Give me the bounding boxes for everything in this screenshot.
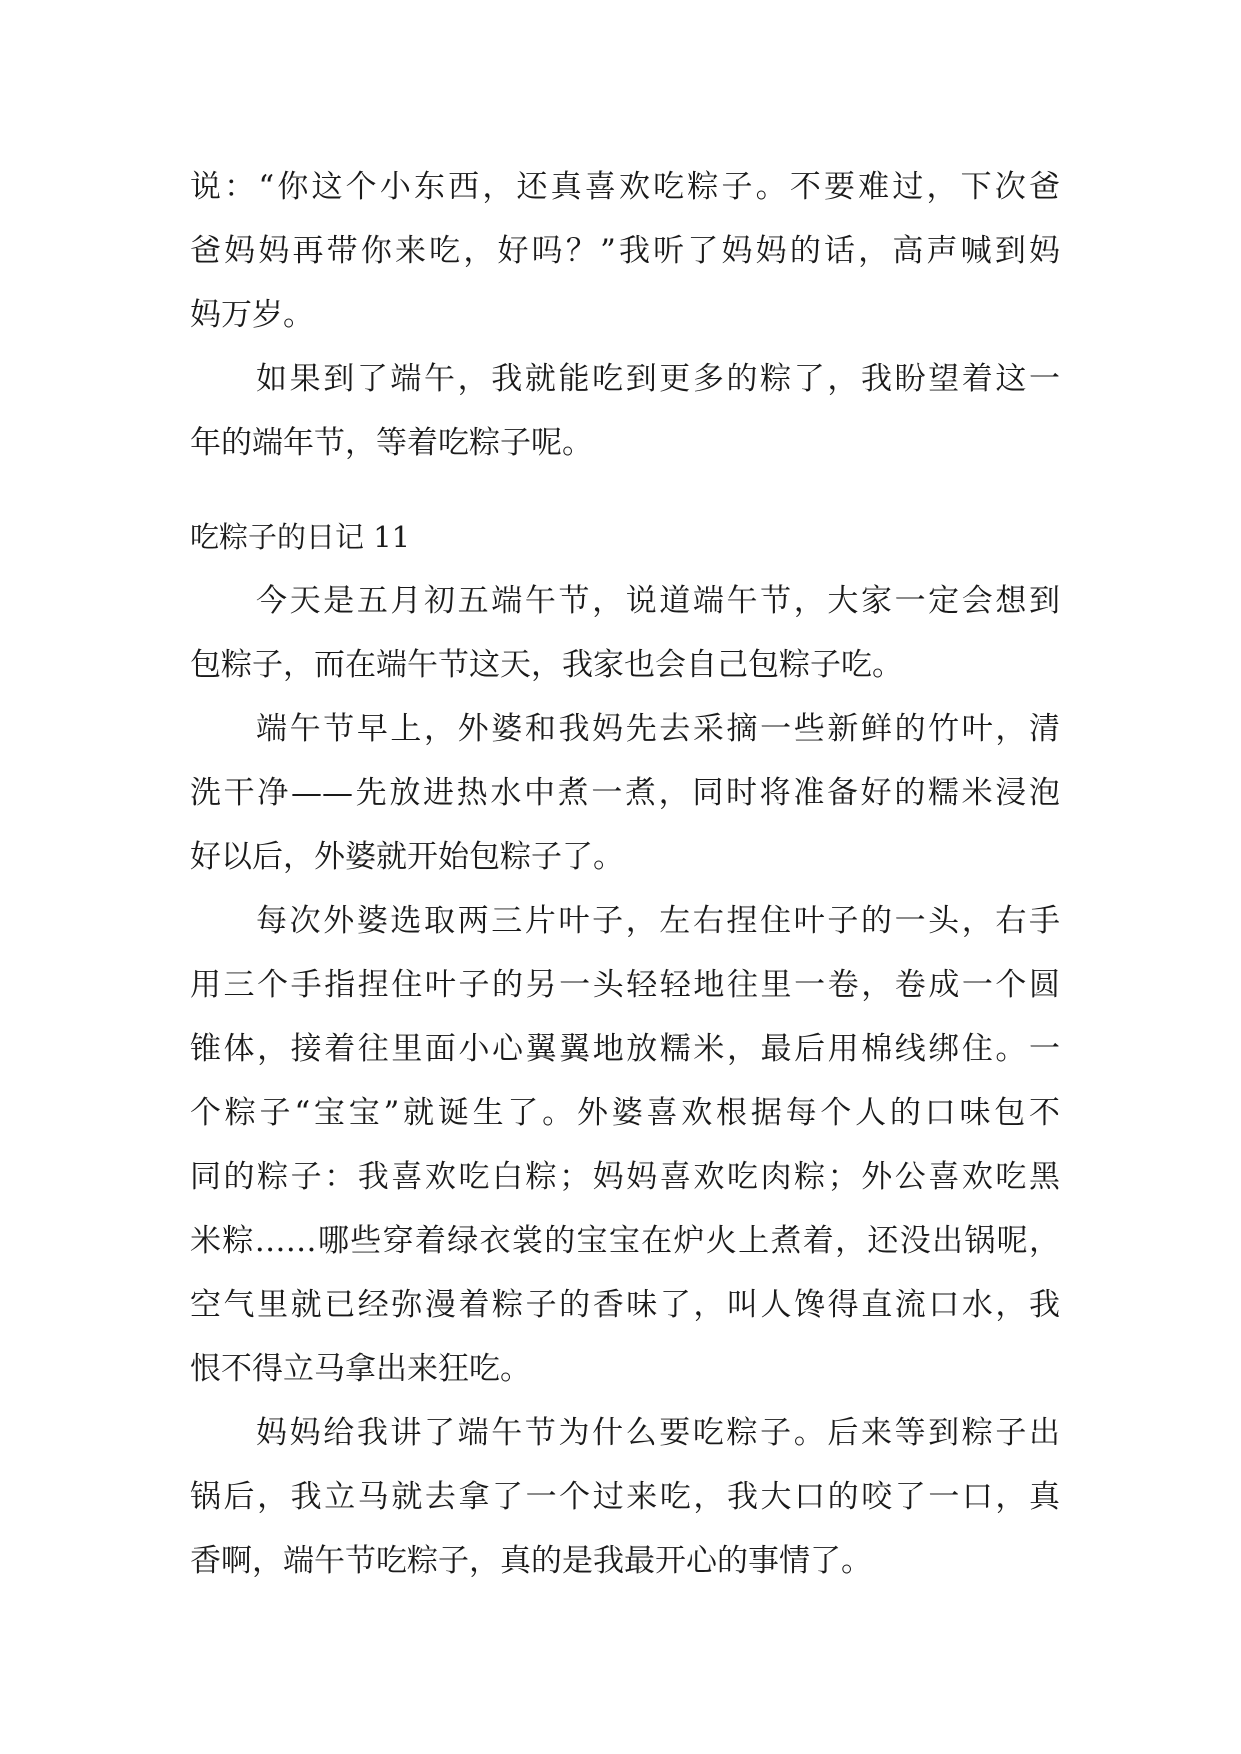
text-line: 洗干净——先放进热水中煮一煮，同时将准备好的糯米浸泡 <box>190 775 1060 811</box>
text-line: 个粽子“宝宝”就诞生了。外婆喜欢根据每个人的口味包不 <box>190 1095 1060 1131</box>
text-line: 锥体，接着往里面小心翼翼地放糯米，最后用棉线绑住。一 <box>190 1031 1060 1067</box>
text-line: 用三个手指捏住叶子的另一头轻轻地往里一卷，卷成一个圆 <box>190 967 1060 1003</box>
text-line: 年的端年节，等着吃粽子呢。 <box>190 425 593 461</box>
paragraph <box>190 155 1060 347</box>
text-line: 包粽子，而在端午节这天，我家也会自己包粽子吃。 <box>190 647 903 683</box>
continuation-text <box>190 155 1060 475</box>
paragraph <box>190 347 1060 475</box>
text-line: 恨不得立马拿出来狂吃。 <box>190 1351 531 1387</box>
text-line: 妈万岁。 <box>190 297 314 333</box>
text-line: 空气里就已经弥漫着粽子的香味了，叫人馋得直流口水，我 <box>190 1287 1060 1323</box>
text-line: 说：“你这个小东西，还真喜欢吃粽子。不要难过，下次爸 <box>190 169 1060 205</box>
text-line: 今天是五月初五端午节，说道端午节，大家一定会想到 <box>256 583 1060 619</box>
paragraph <box>190 1401 1060 1593</box>
text-line: 同的粽子：我喜欢吃白粽；妈妈喜欢吃肉粽；外公喜欢吃黑 <box>190 1159 1060 1195</box>
text-line: 每次外婆选取两三片叶子，左右捏住叶子的一头，右手 <box>256 903 1060 939</box>
paragraph <box>190 697 1060 889</box>
text-line: 米粽……哪些穿着绿衣裳的宝宝在炉火上煮着，还没出锅呢， <box>190 1223 1060 1259</box>
entry-heading: 吃粽子的日记 11 <box>190 520 411 554</box>
text-line: 锅后，我立马就去拿了一个过来吃，我大口的咬了一口，真 <box>190 1479 1060 1515</box>
text-line: 爸妈妈再带你来吃，好吗？”我听了妈妈的话，高声喊到妈 <box>190 233 1060 269</box>
paragraph <box>190 889 1060 1401</box>
text-line: 好以后，外婆就开始包粽子了。 <box>190 839 624 875</box>
text-line: 香啊，端午节吃粽子，真的是我最开心的事情了。 <box>190 1543 872 1579</box>
text-line: 妈妈给我讲了端午节为什么要吃粽子。后来等到粽子出 <box>256 1415 1060 1451</box>
text-line: 端午节早上，外婆和我妈先去采摘一些新鲜的竹叶，清 <box>256 711 1060 747</box>
text-line: 如果到了端午，我就能吃到更多的粽了，我盼望着这一 <box>256 361 1060 397</box>
diary-entry <box>190 505 1060 1593</box>
paragraph <box>190 569 1060 697</box>
